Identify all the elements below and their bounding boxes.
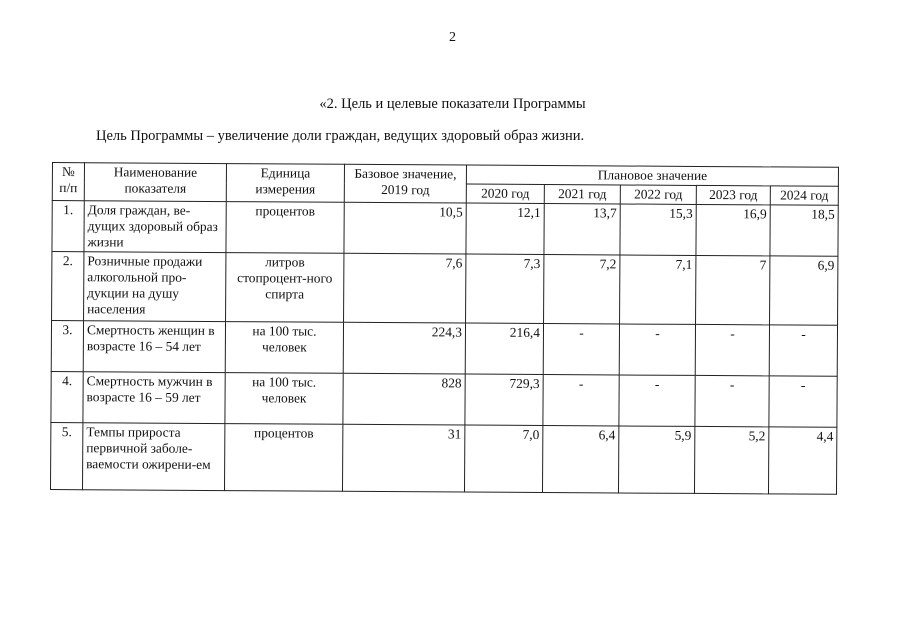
cell-name: Смертность женщин в возрасте 16 – 54 лет <box>83 321 225 373</box>
cell-num: 3. <box>51 321 83 372</box>
table-row <box>51 321 837 377</box>
cell-unit: на 100 тыс. человек <box>225 322 343 374</box>
header-num: № п/п <box>52 163 84 201</box>
cell-name: Темпы прироста первичной заболе-ваемости ожирени-ем <box>82 423 224 491</box>
cell-num: 2. <box>52 252 84 321</box>
header-year-2020: 2020 год <box>466 184 544 203</box>
cell-2023: - <box>695 375 769 426</box>
header-year-2023: 2023 год <box>696 185 770 204</box>
cell-num: 5. <box>50 422 82 489</box>
cell-2024: 6,9 <box>770 256 838 325</box>
cell-2020: 729,3 <box>465 374 543 425</box>
cell-num: 1. <box>52 201 84 252</box>
cell-unit: литров стопроцент-ного спирта <box>226 253 344 323</box>
cell-unit: процентов <box>226 202 344 254</box>
cell-2023: - <box>695 324 769 375</box>
cell-name: Розничные продажи алкогольной про-дукции на душу населения <box>84 252 226 322</box>
cell-base: 224,3 <box>343 322 465 374</box>
cell-base: 10,5 <box>344 202 466 254</box>
cell-2024: - <box>769 376 837 427</box>
header-unit: Единица измерения <box>226 164 344 203</box>
cell-2020: 216,4 <box>465 323 543 374</box>
cell-2024: 18,5 <box>770 205 838 256</box>
cell-2020: 12,1 <box>466 203 544 254</box>
cell-2022: - <box>619 324 695 375</box>
header-year-2024: 2024 год <box>770 186 838 205</box>
cell-name: Доля граждан, ве-дущих здоровый образ жизни <box>84 201 226 253</box>
program-goal: Цель Программы – увеличение доли граждан, ведущих здоровый образ жизни. <box>96 128 585 144</box>
cell-2022: 5,9 <box>618 426 694 493</box>
header-name: Наименование показателя <box>84 163 226 202</box>
cell-2021: - <box>543 324 619 375</box>
cell-name: Смертность мужчин в возрасте 16 – 59 лет <box>83 372 225 424</box>
cell-2023: 5,2 <box>694 426 768 493</box>
cell-num: 4. <box>51 371 83 422</box>
cell-base: 7,6 <box>344 253 466 323</box>
cell-2020: 7,0 <box>464 425 542 492</box>
cell-2022: 15,3 <box>620 204 696 255</box>
header-base: Базовое значение, 2019 год <box>344 164 466 203</box>
table-row <box>51 371 837 427</box>
cell-unit: на 100 тыс. человек <box>225 373 343 425</box>
table-row <box>52 252 838 326</box>
cell-2021: 6,4 <box>542 426 618 493</box>
header-year-2022: 2022 год <box>620 185 696 204</box>
cell-2023: 16,9 <box>696 204 770 255</box>
cell-2024: - <box>769 325 837 376</box>
cell-2022: - <box>619 375 695 426</box>
table-row <box>50 422 836 494</box>
page-number: 2 <box>449 30 456 45</box>
cell-2021: - <box>543 375 619 426</box>
header-planned: Плановое значение <box>466 165 838 186</box>
cell-unit: процентов <box>224 424 342 492</box>
cell-2022: 7,1 <box>620 255 696 324</box>
cell-2023: 7 <box>696 255 770 324</box>
cell-2021: 7,2 <box>544 255 620 324</box>
section-heading: «2. Цель и целевые показатели Программы <box>319 96 586 112</box>
cell-2020: 7,3 <box>466 254 544 323</box>
cell-2024: 4,4 <box>768 427 836 494</box>
table-row <box>52 201 838 257</box>
header-year-2021: 2021 год <box>544 185 620 204</box>
cell-base: 31 <box>342 424 464 492</box>
cell-base: 828 <box>343 373 465 425</box>
indicators-table <box>50 162 839 495</box>
cell-2021: 13,7 <box>544 204 620 255</box>
